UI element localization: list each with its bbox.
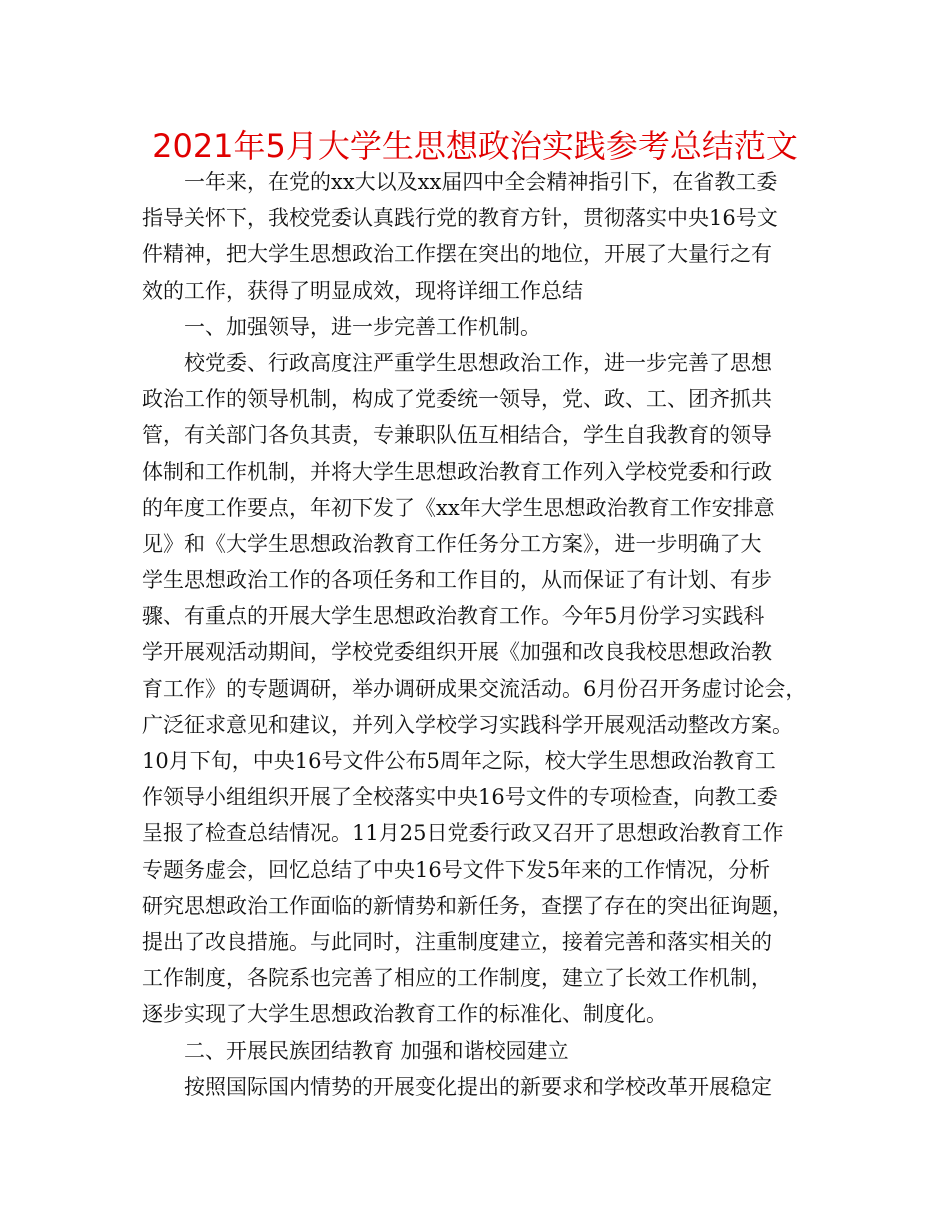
text-line: 校党委、行政高度注严重学生思想政治工作，进一步完善了思想 — [184, 350, 772, 375]
document-title: 2021年5月大学生思想政治实践参考总结范文 — [152, 127, 798, 165]
text-line: 10月下旬，中央16号文件公布5周年之际，校大学生思想政治教育工 — [142, 749, 776, 773]
text-line: 一年来，在党的xx大以及xx届四中全会精神指引下，在省教工委 — [184, 170, 778, 194]
text-line: 作领导小组组织开展了全校落实中央16号文件的专项检查，向教工委 — [142, 785, 778, 810]
document-body — [142, 164, 822, 1105]
text-line: 一、加强领导，进一步完善工作机制。 — [184, 314, 541, 339]
text-line: 学生思想政治工作的各项任务和工作目的，从而保证了有计划、有步 — [142, 568, 772, 593]
text-line: 政治工作的领导机制，构成了党委统一领导，党、政、工、团齐抓共 — [142, 387, 772, 412]
text-line: 体制和工作机制，并将大学生思想政治教育工作列入学校党委和行政 — [142, 459, 772, 484]
text-line: 的年度工作要点，年初下发了《xx年大学生思想政治教育工作安排意 — [142, 495, 775, 520]
text-line: 研究思想政治工作面临的新情势和新任务，查摆了存在的突出征询题， — [142, 893, 793, 918]
text-line: 骤、有重点的开展大学生思想政治教育工作。今年5月份学习实践科 — [142, 604, 765, 629]
text-line: 专题务虚会，回忆总结了中央16号文件下发5年来的工作情况，分析 — [142, 857, 771, 882]
text-line: 见》和《大学生思想政治教育工作任务分工方案》，进一步明确了大 — [142, 531, 762, 556]
text-line: 广泛征求意见和建议，并列入学校学习实践科学开展观活动整改方案。 — [142, 712, 793, 737]
text-line: 育工作》的专题调研，举办调研成果交流活动。6月份召开务虚讨论会， — [142, 676, 807, 701]
text-line: 管，有关部门各负其责，专兼职队伍互相结合，学生自我教育的领导 — [142, 423, 772, 448]
text-line: 二、开展民族团结教育 加强和谐校园建立 — [184, 1038, 569, 1063]
text-line: 按照国际国内情势的开展变化提出的新要求和学校改革开展稳定 — [184, 1074, 772, 1099]
text-line: 效的工作，获得了明显成效，现将详细工作总结 — [142, 278, 583, 303]
text-line: 指导关怀下，我校党委认真践行党的教育方针，贯彻落实中央16号文 — [142, 206, 778, 231]
text-line: 提出了改良措施。与此同时，注重制度建立，接着完善和落实相关的 — [142, 929, 772, 954]
text-line: 学开展观活动期间，学校党委组织开展《加强和改良我校思想政治教 — [142, 640, 772, 665]
text-line: 呈报了检查总结情况。11月25日党委行政又召开了思想政治教育工作 — [142, 821, 784, 846]
text-line: 工作制度，各院系也完善了相应的工作制度，建立了长效工作机制， — [142, 966, 772, 991]
text-line: 逐步实现了大学生思想政治教育工作的标准化、制度化。 — [142, 1002, 667, 1027]
text-line: 件精神，把大学生思想政治工作摆在突出的地位，开展了大量行之有 — [142, 242, 772, 267]
